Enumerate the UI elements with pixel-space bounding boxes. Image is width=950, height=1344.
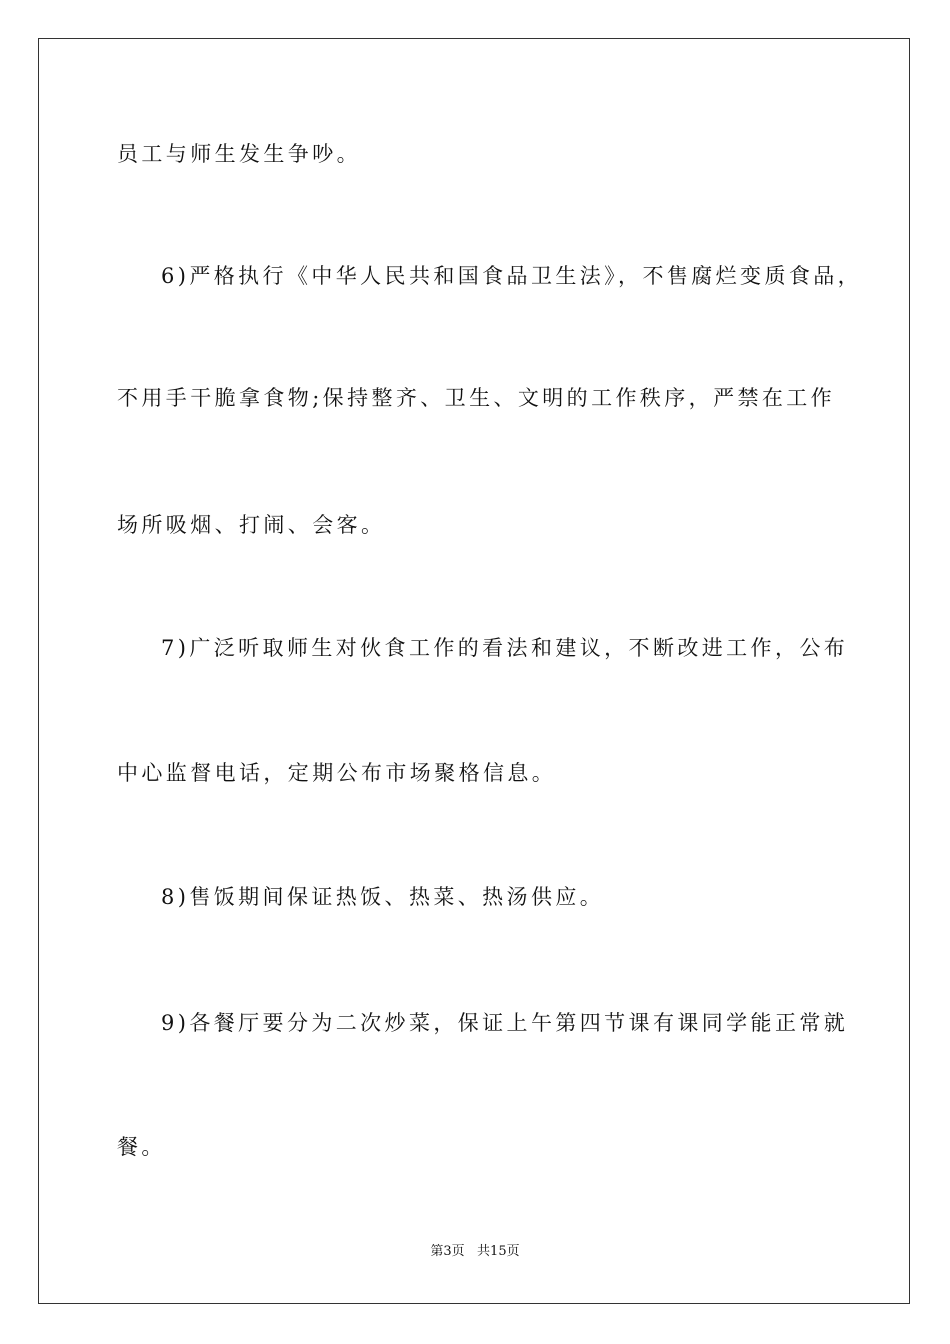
page-number-footer: 第3页 共15页 bbox=[430, 1244, 520, 1259]
paragraph-line: 7)广泛听取师生对伙食工作的看法和建议，不断改进工作，公布 bbox=[161, 636, 849, 660]
paragraph-line: 员工与师生发生争吵。 bbox=[117, 142, 361, 166]
paragraph-line: 8)售饭期间保证热饭、热菜、热汤供应。 bbox=[161, 885, 605, 909]
page-frame bbox=[38, 38, 910, 1304]
paragraph-line: 不用手干脆拿食物;保持整齐、卫生、文明的工作秩序，严禁在工作 bbox=[117, 386, 836, 410]
paragraph-line: 餐。 bbox=[117, 1135, 166, 1159]
paragraph-line: 场所吸烟、打闹、会客。 bbox=[117, 513, 386, 537]
paragraph-line: 9)各餐厅要分为二次炒菜，保证上午第四节课有课同学能正常就 bbox=[161, 1011, 849, 1035]
paragraph-line: 中心监督电话，定期公布市场聚格信息。 bbox=[117, 761, 557, 785]
paragraph-line: 6)严格执行《中华人民共和国食品卫生法》，不售腐烂变质食品， bbox=[161, 264, 863, 288]
